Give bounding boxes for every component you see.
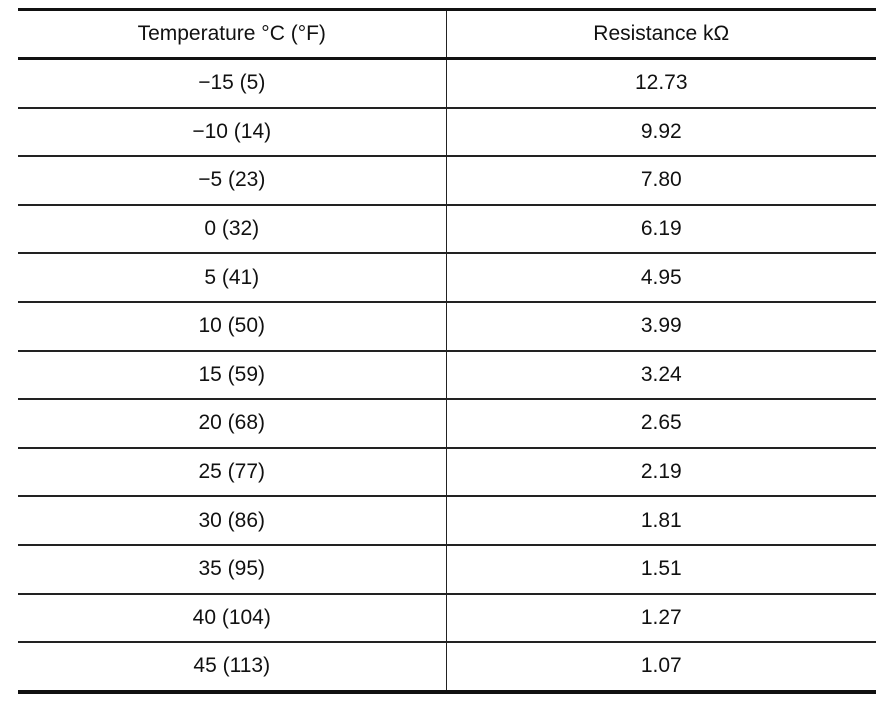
temperature-cell: 30 (86) (18, 496, 446, 545)
temperature-resistance-table-container (18, 8, 876, 694)
resistance-cell: 9.92 (640, 119, 682, 143)
resistance-cell: 1.27 (640, 605, 682, 629)
table-row (18, 545, 876, 594)
temperature-cell: −15 (5) (18, 59, 446, 108)
table-row (18, 205, 876, 254)
table-row (18, 399, 876, 448)
resistance-cell: 3.99 (640, 314, 682, 338)
temperature-resistance-table (18, 8, 876, 694)
table-header-row (18, 10, 876, 59)
table-row (18, 108, 876, 157)
table-row (18, 351, 876, 400)
resistance-cell: 6.19 (640, 217, 682, 241)
temperature-cell: 40 (104) (18, 594, 446, 643)
resistance-cell: 12.73 (634, 71, 688, 95)
temperature-cell: 20 (68) (18, 399, 446, 448)
resistance-cell: 7.80 (640, 168, 682, 192)
temperature-cell: 25 (77) (18, 448, 446, 497)
temperature-cell: 35 (95) (18, 545, 446, 594)
table-row (18, 642, 876, 692)
header-temperature: Temperature °C (°F) (18, 10, 446, 59)
temperature-cell: −10 (14) (18, 108, 446, 157)
temperature-cell: 10 (50) (18, 302, 446, 351)
resistance-cell: 2.65 (640, 411, 682, 435)
table-row (18, 59, 876, 108)
table-row (18, 156, 876, 205)
resistance-cell: 2.19 (640, 460, 682, 484)
resistance-cell: 1.51 (640, 557, 682, 581)
resistance-cell: 1.81 (640, 508, 682, 532)
table-row (18, 253, 876, 302)
header-resistance: Resistance kΩ (593, 22, 730, 45)
resistance-cell: 1.07 (640, 654, 682, 678)
resistance-cell: 3.24 (640, 362, 682, 386)
temperature-cell: 45 (113) (18, 642, 446, 692)
temperature-cell: 15 (59) (18, 351, 446, 400)
table-row (18, 448, 876, 497)
table-row (18, 594, 876, 643)
temperature-cell: 0 (32) (18, 205, 446, 254)
table-row (18, 496, 876, 545)
resistance-cell: 4.95 (640, 265, 682, 289)
table-row (18, 302, 876, 351)
temperature-cell: −5 (23) (18, 156, 446, 205)
temperature-cell: 5 (41) (18, 253, 446, 302)
